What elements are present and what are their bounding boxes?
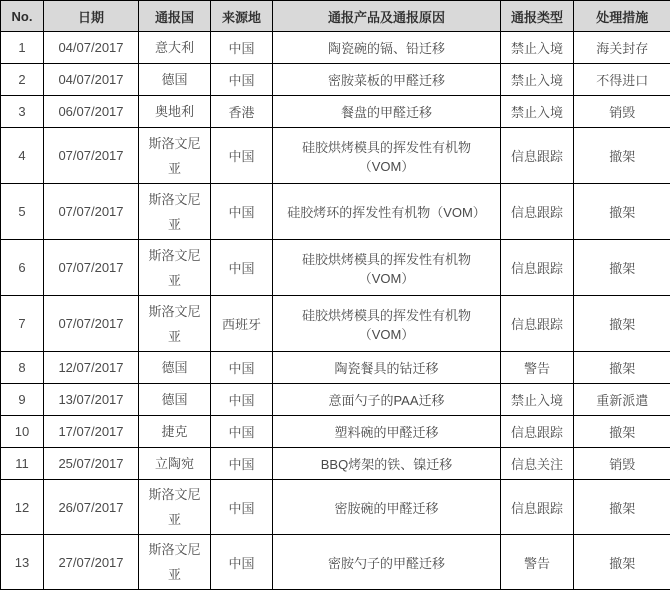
cell-country: 斯洛文尼亚 (139, 184, 211, 240)
cell-country: 德国 (139, 64, 211, 96)
cell-product: BBQ烤架的铁、镍迁移 (273, 448, 501, 480)
table-row (1, 296, 670, 352)
cell-type: 禁止入境 (501, 384, 574, 416)
cell-measure: 重新派遣 (574, 384, 670, 416)
cell-product: 陶瓷餐具的钴迁移 (273, 352, 501, 384)
cell-no: 10 (1, 416, 44, 448)
cell-origin: 中国 (211, 416, 273, 448)
table-row (1, 352, 670, 384)
cell-no: 9 (1, 384, 44, 416)
cell-country: 捷克 (139, 416, 211, 448)
cell-country: 德国 (139, 384, 211, 416)
table-row (1, 480, 670, 535)
cell-country: 斯洛文尼亚 (139, 480, 211, 535)
cell-origin: 中国 (211, 352, 273, 384)
table-row (1, 128, 670, 184)
column-header-no: No. (1, 1, 44, 32)
cell-origin: 中国 (211, 128, 273, 184)
cell-measure: 撤架 (574, 352, 670, 384)
cell-product: 塑料碗的甲醛迁移 (273, 416, 501, 448)
cell-origin: 中国 (211, 184, 273, 240)
cell-no: 5 (1, 184, 44, 240)
cell-country: 斯洛文尼亚 (139, 128, 211, 184)
cell-product: 密胺菜板的甲醛迁移 (273, 64, 501, 96)
cell-type: 警告 (501, 352, 574, 384)
cell-product: 硅胶烘烤模具的挥发性有机物（VOM） (273, 240, 501, 296)
column-header-measure: 处理措施 (574, 1, 670, 32)
cell-origin: 中国 (211, 64, 273, 96)
cell-origin: 中国 (211, 384, 273, 416)
cell-measure: 销毁 (574, 448, 670, 480)
cell-measure: 撤架 (574, 240, 670, 296)
cell-country: 德国 (139, 352, 211, 384)
cell-date: 06/07/2017 (44, 96, 139, 128)
cell-no: 12 (1, 480, 44, 535)
cell-type: 禁止入境 (501, 32, 574, 64)
cell-product: 意面勺子的PAA迁移 (273, 384, 501, 416)
cell-date: 04/07/2017 (44, 64, 139, 96)
cell-measure: 撤架 (574, 184, 670, 240)
cell-type: 禁止入境 (501, 96, 574, 128)
cell-type: 信息跟踪 (501, 184, 574, 240)
cell-type: 信息跟踪 (501, 240, 574, 296)
table-row (1, 184, 670, 240)
cell-date: 07/07/2017 (44, 128, 139, 184)
cell-origin: 中国 (211, 240, 273, 296)
cell-no: 13 (1, 535, 44, 590)
cell-country: 斯洛文尼亚 (139, 240, 211, 296)
cell-country: 斯洛文尼亚 (139, 296, 211, 352)
cell-date: 26/07/2017 (44, 480, 139, 535)
column-header-origin: 来源地 (211, 1, 273, 32)
cell-date: 17/07/2017 (44, 416, 139, 448)
cell-measure: 撤架 (574, 128, 670, 184)
cell-date: 13/07/2017 (44, 384, 139, 416)
cell-date: 25/07/2017 (44, 448, 139, 480)
cell-product: 密胺碗的甲醛迁移 (273, 480, 501, 535)
cell-type: 信息关注 (501, 448, 574, 480)
column-header-product: 通报产品及通报原因 (273, 1, 501, 32)
cell-type: 信息跟踪 (501, 480, 574, 535)
cell-country: 斯洛文尼亚 (139, 535, 211, 590)
cell-origin: 中国 (211, 480, 273, 535)
table-row (1, 64, 670, 96)
cell-origin: 中国 (211, 535, 273, 590)
cell-country: 奥地利 (139, 96, 211, 128)
table-row (1, 384, 670, 416)
cell-date: 07/07/2017 (44, 240, 139, 296)
cell-type: 信息跟踪 (501, 416, 574, 448)
cell-type: 禁止入境 (501, 64, 574, 96)
cell-measure: 销毁 (574, 96, 670, 128)
cell-no: 7 (1, 296, 44, 352)
column-header-type: 通报类型 (501, 1, 574, 32)
cell-no: 4 (1, 128, 44, 184)
cell-type: 信息跟踪 (501, 296, 574, 352)
cell-product: 陶瓷碗的镉、铅迁移 (273, 32, 501, 64)
column-header-country: 通报国 (139, 1, 211, 32)
table-row (1, 96, 670, 128)
cell-product: 硅胶烘烤模具的挥发性有机物（VOM） (273, 296, 501, 352)
cell-origin: 西班牙 (211, 296, 273, 352)
cell-measure: 撤架 (574, 416, 670, 448)
cell-no: 3 (1, 96, 44, 128)
table-row (1, 240, 670, 296)
cell-product: 餐盘的甲醛迁移 (273, 96, 501, 128)
cell-product: 硅胶烘烤模具的挥发性有机物（VOM） (273, 128, 501, 184)
cell-no: 1 (1, 32, 44, 64)
cell-date: 07/07/2017 (44, 184, 139, 240)
table-row (1, 32, 670, 64)
cell-product: 硅胶烤环的挥发性有机物（VOM） (273, 184, 501, 240)
cell-origin: 中国 (211, 32, 273, 64)
cell-no: 6 (1, 240, 44, 296)
cell-country: 立陶宛 (139, 448, 211, 480)
cell-date: 04/07/2017 (44, 32, 139, 64)
cell-no: 2 (1, 64, 44, 96)
cell-origin: 中国 (211, 448, 273, 480)
table-row (1, 416, 670, 448)
cell-measure: 不得进口 (574, 64, 670, 96)
cell-no: 11 (1, 448, 44, 480)
cell-origin: 香港 (211, 96, 273, 128)
cell-type: 警告 (501, 535, 574, 590)
cell-product: 密胺勺子的甲醛迁移 (273, 535, 501, 590)
cell-date: 12/07/2017 (44, 352, 139, 384)
table-header-row (1, 1, 670, 32)
cell-measure: 撤架 (574, 480, 670, 535)
cell-type: 信息跟踪 (501, 128, 574, 184)
table-row (1, 535, 670, 590)
cell-no: 8 (1, 352, 44, 384)
cell-date: 27/07/2017 (44, 535, 139, 590)
table-row (1, 448, 670, 480)
cell-measure: 海关封存 (574, 32, 670, 64)
cell-measure: 撤架 (574, 296, 670, 352)
cell-date: 07/07/2017 (44, 296, 139, 352)
cell-country: 意大利 (139, 32, 211, 64)
cell-measure: 撤架 (574, 535, 670, 590)
column-header-date: 日期 (44, 1, 139, 32)
